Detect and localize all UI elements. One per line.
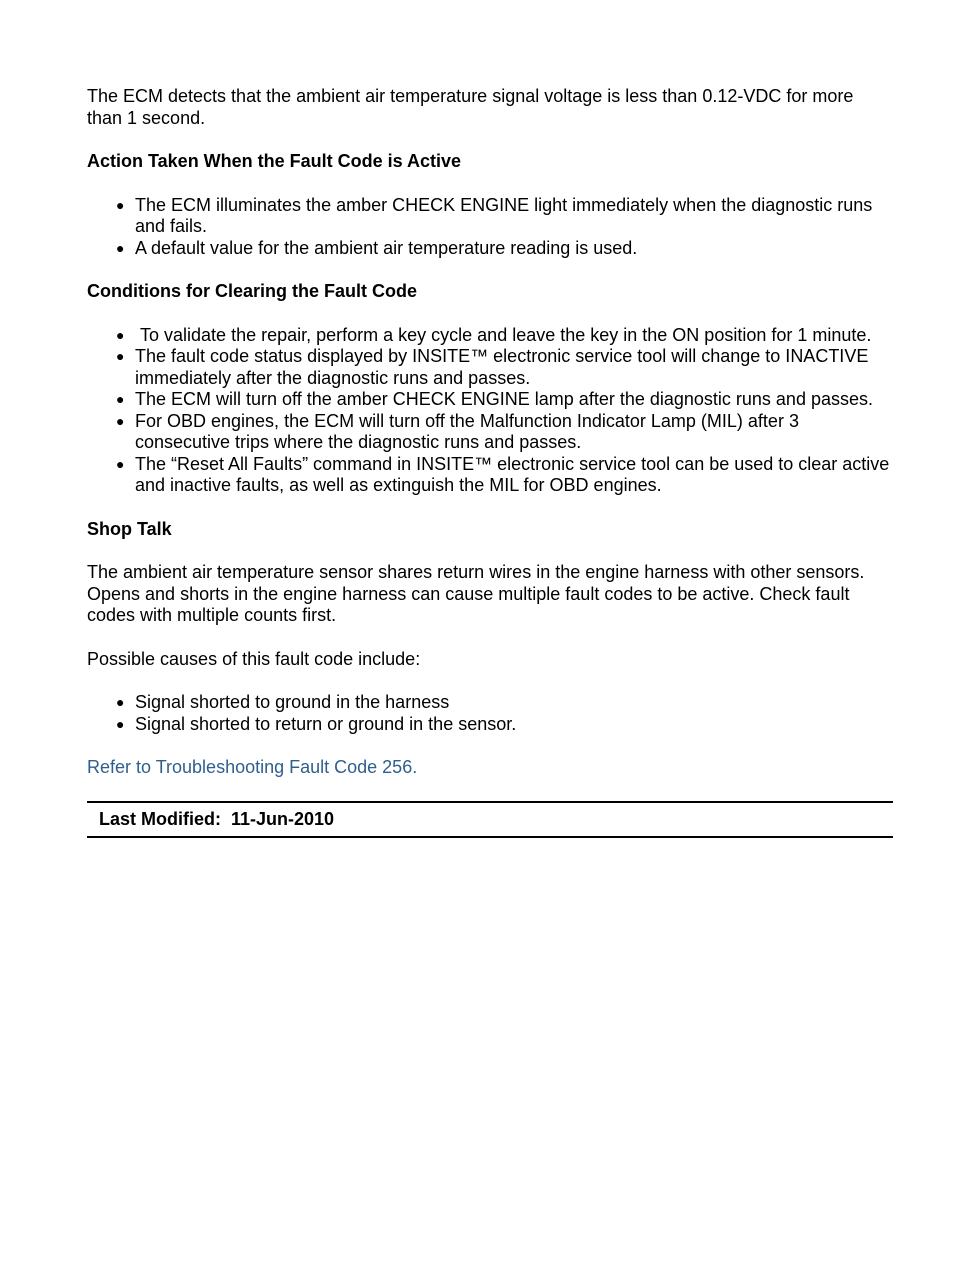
list-item-text: To validate the repair, perform a key cycle and leave the key in the ON position for 1 minute. xyxy=(135,324,872,345)
shop-talk-heading: Shop Talk xyxy=(87,518,172,539)
list-item xyxy=(116,410,893,454)
list-item-text: The “Reset All Faults” command in INSITE™ electronic service tool can be used to clear active and inactive faults, as well as extinguish the MIL for OBD engines. xyxy=(135,453,890,495)
clearing-list xyxy=(87,325,893,497)
list-item xyxy=(116,453,893,497)
list-item-text: For OBD engines, the ECM will turn off the Malfunction Indicator Lamp (MIL) after 3 consecutive trips where the diagnostic runs and passes. xyxy=(135,410,799,452)
bullet-icon: ● xyxy=(116,196,125,213)
list-item xyxy=(116,324,893,347)
bullet-icon: ● xyxy=(116,326,125,343)
list-item xyxy=(116,713,893,736)
action-list xyxy=(87,195,893,260)
list-item-text: A default value for the ambient air temperature reading is used. xyxy=(135,237,638,258)
clearing-heading: Conditions for Clearing the Fault Code xyxy=(87,281,417,301)
list-item xyxy=(116,389,893,411)
bullet-icon: ● xyxy=(116,715,125,732)
troubleshooting-link[interactable]: Refer to Troubleshooting Fault Code 256. xyxy=(87,757,418,777)
document-page xyxy=(87,86,893,838)
intro-paragraph: The ECM detects that the ambient air temperature signal voltage is less than 0.12-VDC for more than 1 second. xyxy=(87,86,854,128)
list-item-text: The fault code status displayed by INSITE™ electronic service tool will change to INACTIVE immediately after the diagnostic runs and passes. xyxy=(135,346,869,388)
bullet-icon: ● xyxy=(116,412,125,429)
list-item-text: Signal shorted to ground in the harness xyxy=(135,692,450,712)
list-item xyxy=(116,194,893,238)
causes-list xyxy=(87,692,893,735)
action-heading: Action Taken When the Fault Code is Active xyxy=(87,151,462,171)
bullet-icon: ● xyxy=(116,239,125,256)
bullet-icon: ● xyxy=(116,391,125,407)
bullet-icon: ● xyxy=(116,348,125,364)
bullet-icon: ● xyxy=(116,455,125,472)
bullet-icon: ● xyxy=(116,694,125,710)
list-item xyxy=(116,237,893,260)
last-modified-text: Last Modified: 11-Jun-2010 xyxy=(99,808,335,829)
list-item-text: The ECM will turn off the amber CHECK ENGINE lamp after the diagnostic runs and passes. xyxy=(135,389,873,409)
causes-intro: Possible causes of this fault code include: xyxy=(87,648,421,669)
shop-talk-paragraph: The ambient air temperature sensor shares return wires in the engine harness with other sensors. Opens and shorts in the engine harness can cause multiple fault codes to be active. Check fault codes with multiple counts first. xyxy=(87,562,865,625)
list-item xyxy=(116,346,893,389)
list-item-text: Signal shorted to return or ground in the sensor. xyxy=(135,713,517,734)
last-modified-bar xyxy=(87,801,893,839)
list-item-text: The ECM illuminates the amber CHECK ENGINE light immediately when the diagnostic runs and fails. xyxy=(135,194,873,236)
list-item xyxy=(116,692,893,714)
